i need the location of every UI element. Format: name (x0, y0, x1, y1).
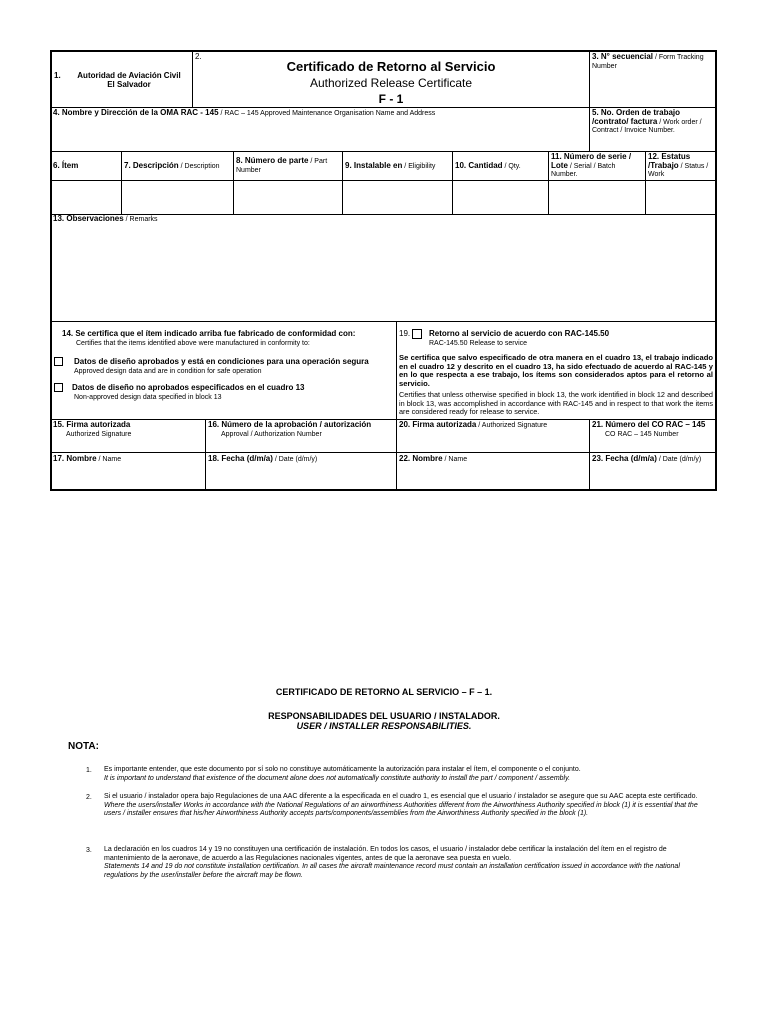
cell-15-title: 15. Firma autorizada (53, 420, 131, 429)
col-quantity-header (455, 161, 521, 171)
cell-20-title: 20. Firma autorizada (399, 420, 477, 429)
col-part-number-en: / Part (308, 158, 328, 165)
release-to-service-checkbox[interactable] (412, 329, 422, 339)
cell-23-en: / Date (d/m/y) (656, 456, 702, 463)
note-1-en: It is important to understand that existence of the document alone does not automatically constitute authority to install the part / component / assembly. (104, 774, 571, 782)
note-2-text (104, 793, 704, 819)
cell-14-heading-en: Certifies that the items identified above were manufactured in conformity to: (76, 340, 310, 347)
col-quantity-title: 10. Cantidad (455, 161, 503, 170)
cell-15-en: Authorized Signature (66, 431, 132, 438)
divider (396, 321, 397, 419)
divider (589, 419, 590, 490)
cell-17-title: 17. Nombre (53, 454, 97, 463)
cell-22-title: 22. Nombre (399, 454, 443, 463)
cell-16-en: Approval / Authorization Number (221, 431, 322, 438)
instructions-subtitle-en: USER / INSTALLER RESPONSABILITIES. (296, 721, 472, 731)
remarks-label (53, 214, 158, 224)
cell-5-en2: Contract / Invoice Number. (592, 127, 675, 134)
cell-19-paragraph-en: Certifies that unless otherwise specified in block 13, the work identified in block 12 and described in block 13, was accomplished in accordance with RAC-145 and in respect to that work the items are considered ready for release to service. (399, 390, 713, 417)
nota-label: NOTA: (68, 741, 99, 752)
divider (51, 321, 717, 322)
divider (121, 151, 122, 214)
col-eligibility-header (345, 161, 435, 171)
note-1-text (104, 766, 704, 783)
cell-1-number: 1. (54, 71, 61, 80)
col-eligibility-title: 9. Instalable en (345, 161, 403, 170)
col-item-header: 6. Ítem (53, 161, 79, 170)
instructions-subtitle: RESPONSABILIDADES DEL USUARIO / INSTALADOR. (268, 711, 500, 721)
cell-5-title1: 5. No. Orden de trabajo (592, 108, 681, 117)
col-description-title: 7. Descripción (124, 161, 179, 170)
remarks-en: / Remarks (123, 216, 158, 223)
col-status-en: / Status / (678, 163, 709, 170)
note-2-es: Si el usuario / instalador opera bajo Regulaciones de una AAC diferente a la especificada en el cuadro 1, es esencial que el usuario / instalador se asegure que su AAC acepta este certificado. (104, 793, 698, 800)
note-3-en: Statements 14 and 19 do not constitute installation certification. In all cases the aircraft maintenance record must contain an installation certification issued in accordance with the national regulations by the user/installer before the aircraft may be flown. (104, 863, 680, 879)
cell-3-label (592, 52, 704, 62)
cell-17-en: / Name (96, 456, 122, 463)
cell-19-paragraph-es: Se certifica que salvo especificado de otra manera en el cuadro 13, el trabajo indicado en el cuadro 12 y descrito en el cuadro 13, ha sido efectuado de acuerdo al RAC-145 y en lo que respecta a ese trabajo, los ítems son considerados aptos para el retorno al servicio. (399, 353, 713, 388)
col-status-title1: 12. Estatus (648, 152, 691, 161)
approved-design-en: Approved design data and are in condition for safe operation (74, 368, 262, 375)
cell-20-label (399, 420, 547, 430)
col-description-header (124, 161, 220, 171)
cell-18-title: 18. Fecha (d/m/a) (208, 454, 273, 463)
cell-20-en: / Authorized Signature (476, 422, 548, 429)
cell-17-label (53, 454, 121, 464)
col-description-en: / Description (178, 163, 220, 170)
cell-3-en2: Number (592, 63, 617, 70)
cell-3-en: Form Tracking (658, 54, 704, 61)
non-approved-design-checkbox[interactable] (54, 383, 63, 392)
cell-5-en: / Work order / (657, 119, 702, 126)
cell-4-en: / RAC – 145 Approved Maintenance Organisation Name and Address (218, 110, 436, 117)
cell-14-heading: 14. Se certifica que el ítem indicado arriba fue fabricado de conformidad con: (62, 329, 356, 338)
approved-design-label: Datos de diseño aprobados y está en condiciones para una operación segura (74, 357, 369, 366)
col-serial-en: / Serial / Batch (567, 163, 616, 170)
approved-design-checkbox[interactable] (54, 357, 63, 366)
cell-22-en: / Name (442, 456, 468, 463)
cell-16-title: 16. Número de la aprobación / autorización (208, 420, 372, 429)
divider (51, 180, 717, 181)
divider (645, 151, 646, 214)
col-quantity-en: / Qty. (502, 163, 521, 170)
authority-country: El Salvador (107, 80, 151, 89)
col-serial-en2: Number. (551, 171, 578, 178)
separator: / (653, 54, 659, 61)
cell-4-label (53, 108, 435, 118)
authority-name: Autoridad de Aviación Civil (77, 71, 181, 80)
col-serial-title2: Lote (551, 161, 568, 170)
col-status-title2: /Trabajo (648, 161, 679, 170)
cell-5-title2: /contrato/ factura (592, 117, 658, 126)
divider (452, 151, 453, 214)
cell-18-label (208, 454, 317, 464)
divider (51, 452, 717, 453)
note-2-number: 2. (86, 794, 92, 801)
col-part-number-header (236, 156, 327, 166)
col-status-en2: Work (648, 171, 665, 178)
form-code: F - 1 (378, 92, 404, 106)
non-approved-design-label: Datos de diseño no aprobados especificados en el cuadro 13 (72, 383, 305, 392)
cell-18-en: / Date (d/m/y) (272, 456, 318, 463)
note-1-es: Es importante entender, que este documento por sí solo no constituye automáticamente la autorización para instalar el ítem, el componente o el conjunto. (104, 766, 581, 773)
divider (205, 419, 206, 490)
note-3-text (104, 846, 704, 880)
divider (589, 107, 590, 151)
title-en: Authorized Release Certificate (309, 76, 473, 90)
note-1-number: 1. (86, 767, 92, 774)
note-2-en: Where the users/installer Works in accordance with the National Regulations of an airworthiness Authorities different from the Airworthiness Authority specified in block (1) it is essential that the users / installer ensures that his/her Airworthiness Authority accepts parts/components/assemblies from the Airworthiness Authority specified in the block (1). (104, 801, 698, 818)
divider (548, 151, 549, 214)
cell-4-title: 4. Nombre y Dirección de la OMA RAC - 145 (53, 108, 219, 117)
col-part-number-title: 8. Número de parte (236, 156, 309, 165)
cell-2-number: 2. (195, 52, 202, 61)
divider (233, 151, 234, 214)
divider (342, 151, 343, 214)
col-part-number-en2: Number (236, 167, 261, 174)
remarks-title: 13. Observaciones (53, 214, 124, 223)
cell-21-title: 21. Número del CO RAC – 145 (592, 420, 706, 429)
non-approved-design-en: Non-approved design data specified in block 13 (74, 394, 222, 401)
col-serial-title1: 11. Número de serie / (551, 152, 632, 161)
cell-19-heading: Retorno al servicio de acuerdo con RAC-145.50 (429, 329, 610, 338)
cell-3-title: 3. N° secuencial (592, 52, 654, 61)
cell-23-label (592, 454, 701, 464)
title-es: Certificado de Retorno al Servicio (286, 59, 496, 74)
col-eligibility-en: / Eligibility (402, 163, 436, 170)
divider (589, 51, 590, 107)
cell-22-label (399, 454, 467, 464)
cell-19-heading-en: RAC-145.50 Release to service (429, 340, 528, 347)
instructions-title: CERTIFICADO DE RETORNO AL SERVICIO – F – 1. (275, 687, 493, 697)
cell-21-en: CO RAC – 145 Number (605, 431, 679, 438)
cell-19-number: 19. (399, 329, 411, 338)
note-3-es: La declaración en los cuadros 14 y 19 no constituyen una certificación de instalación. En todos los casos, el usuario / instalador debe certificar la instalación del ítem en el registro de mantenimiento de la aeronave, de acuerdo a las Regulaciones nacionales vigentes, antes de que la aeronave sea puesta en vuelo. (104, 846, 667, 862)
cell-23-title: 23. Fecha (d/m/a) (592, 454, 657, 463)
divider (396, 419, 397, 490)
note-3-number: 3. (86, 847, 92, 854)
